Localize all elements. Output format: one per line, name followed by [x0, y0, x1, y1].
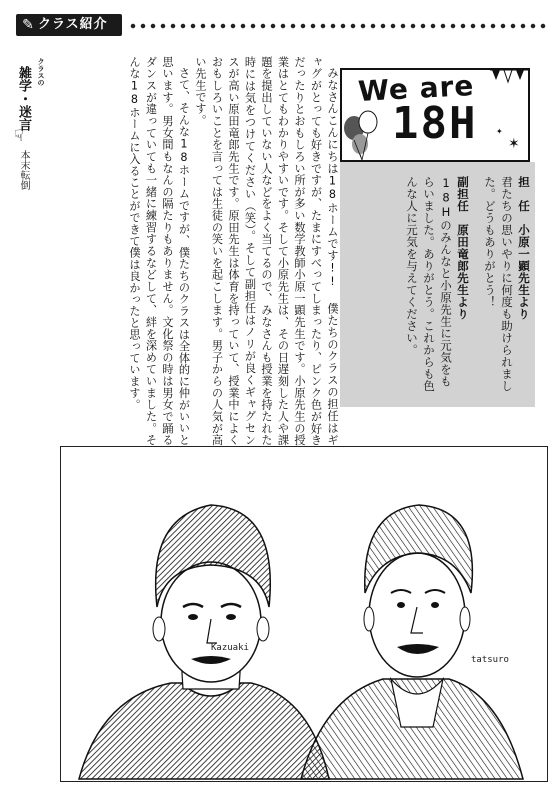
sub-name: 原田竜郎先生より [456, 224, 470, 320]
article-body [70, 56, 340, 446]
svg-text:✶: ✶ [508, 136, 520, 152]
homeroom-role: 担 任 [517, 176, 531, 212]
sub-role: 副担任 [456, 176, 470, 212]
right-signature: tatsuro [471, 655, 509, 665]
article-paragraph: さて、そんな18ホームですが、僕たちのクラスは全体的に仲がいいと思います。男女間もなんの隔たりもありません。文化祭の時は男女で踊るダンスが違っていても一緒に練習するなどして、絆を深めていました。そんな18ホームに入ることができて僕は良かったと思っています。 [128, 56, 191, 446]
banner-class-name: 18H [392, 98, 478, 149]
right-portrait [301, 505, 523, 779]
portrait-drawings [61, 447, 547, 781]
section-title: クラス紹介 [38, 17, 108, 32]
teacher-messages [403, 176, 532, 396]
sidebar-label-big: 雑学・迷言 [16, 66, 31, 131]
svg-text:✦: ✦ [496, 127, 503, 136]
left-portrait [79, 505, 329, 779]
homeroom-message: 君たちの思いやりに何度も助けられました。どうもありがとう！ [483, 176, 514, 392]
article-paragraph: みなさんこんにちは18ホームです!! 僕たちのクラスの担任はギャグがとっても好きですが、たまにすべってしまったり、ピンク色が好きだったりとおもしろい所が多い数学教師小原一顕先生です。小原先生の授業はとてもわかりやすいです。そして小原先生は、その日遅刻した人や課題を提出していない人などをよく当てるので、みなさんも授業を持たれた時には気をつけてください（笑）。そして副担任はノリが良くギャグセンスが高い原田竜郎先生です。原田先生は体育を持っていて、授業中によくおもしろいことを言っては生徒の笑いを起こします。男子からの人気が高い先生です。 [194, 56, 339, 446]
banner-we-are: We are [357, 68, 476, 109]
sub-message: 18Hのみんなと小原先生に元気をもらいました。ありがとう。これからも色んな人に元気を与えてください。 [405, 176, 453, 392]
dotted-divider [128, 22, 548, 30]
pointing-hand-icon: ☟ [14, 126, 24, 145]
homeroom-name: 小原一顕先生より [517, 224, 531, 320]
sidebar-label-small: クラスの [37, 58, 45, 86]
left-signature: Kazuaki [211, 643, 249, 653]
pencil-icon: ✎ [22, 17, 34, 33]
sidebar-note: 本末転倒 [18, 150, 29, 190]
portrait-frame [60, 446, 548, 782]
